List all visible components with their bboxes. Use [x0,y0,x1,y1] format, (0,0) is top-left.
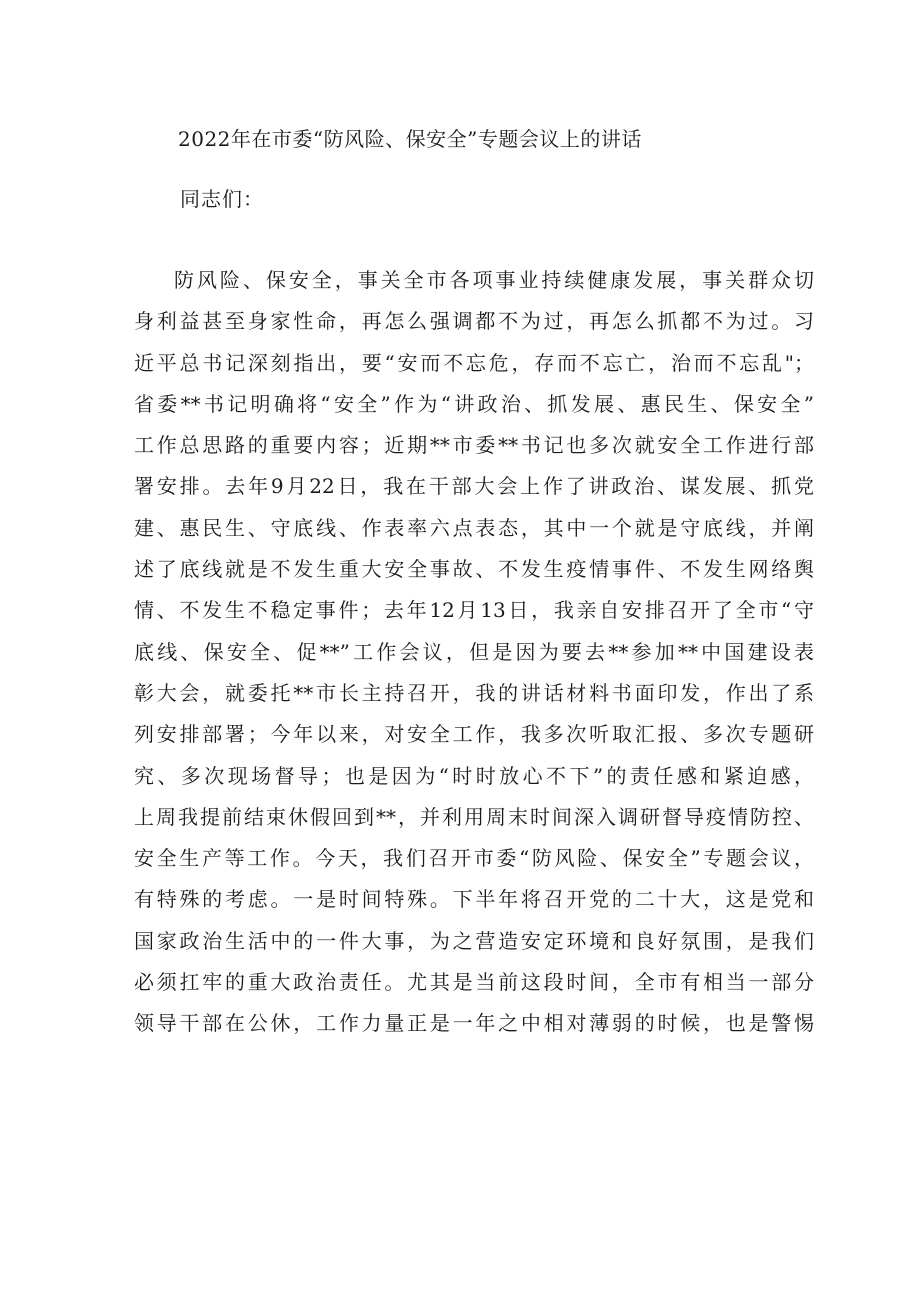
body-line: 有特殊的考虑。一是时间特殊。下半年将召开党的二十大，这是党和 [134,887,814,912]
body-line: 安全生产等工作。今天，我们召开市委“防风险、保安全”专题会议， [134,846,814,871]
body-line: 省委**书记明确将“安全”作为“讲政治、抓发展、惠民生、保安全” [134,391,814,416]
body-line: 情、不发生不稳定事件；去年12月13日，我亲自安排召开了全市“守 [134,598,814,623]
body-line: 身利益甚至身家性命，再怎么强调都不为过，再怎么抓都不为过。习 [134,309,814,334]
body-line: 建、惠民生、守底线、作表率六点表态，其中一个就是守底线，并阐 [134,515,814,540]
body-line: 署安排。去年9月22日，我在干部大会上作了讲政治、谋发展、抓党 [134,474,814,499]
body-line: 究、多次现场督导；也是因为“时时放心不下”的责任感和紧迫感， [134,763,814,788]
body-line: 国家政治生活中的一件大事，为之营造安定环境和良好氛围，是我们 [134,928,814,953]
body-line: 述了底线就是不发生重大安全事故、不发生疫情事件、不发生网络舆 [134,557,814,582]
body-line: 领导干部在公休，工作力量正是一年之中相对薄弱的时候，也是警惕 [134,1011,814,1036]
body-paragraph [134,260,814,1045]
body-line: 底线、保安全、促**”工作会议，但是因为要去**参加**中国建设表 [134,639,814,664]
body-line: 彰大会，就委托**市长主持召开，我的讲话材料书面印发，作出了系 [134,680,814,705]
body-line: 列安排部署；今年以来，对安全工作，我多次听取汇报、多次专题研 [134,722,814,747]
body-line: 近平总书记深刻指出，要“安而不忘危，存而不忘亡，治而不忘乱"； [134,350,814,375]
salutation: 同志们： [180,187,264,211]
body-line: 上周我提前结束休假回到**，并利用周末时间深入调研督导疫情防控、 [134,804,814,829]
body-line: 必须扛牢的重大政治责任。尤其是当前这段时间，全市有相当一部分 [134,970,814,995]
body-line: 防风险、保安全，事关全市各项事业持续健康发展，事关群众切 [174,268,814,292]
body-line: 工作总思路的重要内容；近期**市委**书记也多次就安全工作进行部 [134,433,814,458]
document-title: 2022年在市委“防风险、保安全”专题会议上的讲话 [178,127,642,151]
